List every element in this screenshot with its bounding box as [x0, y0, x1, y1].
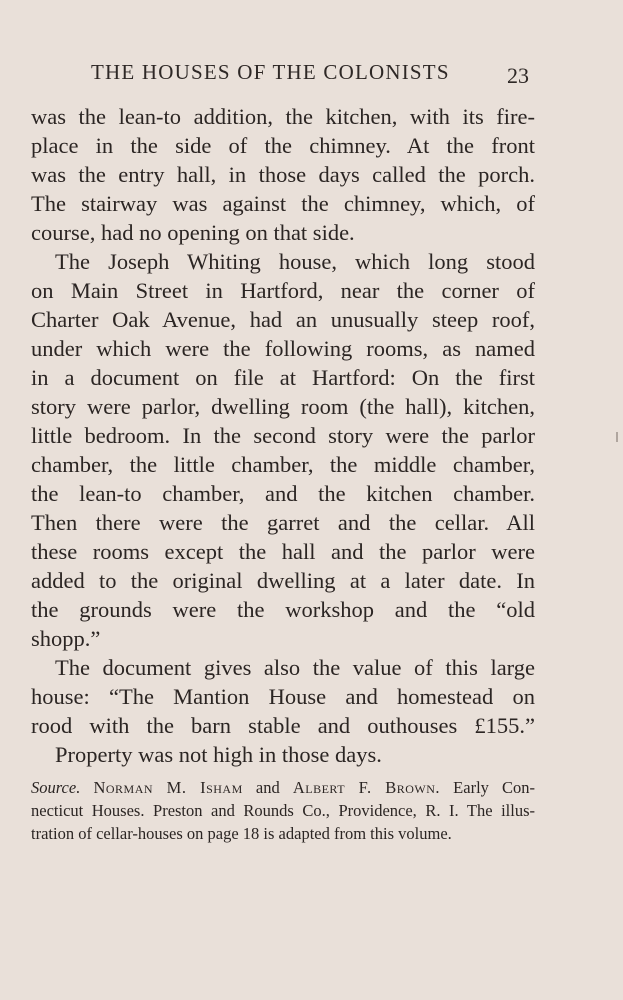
text-line: The Joseph Whiting house, which long stood: [55, 249, 535, 274]
text-line: The document gives also the value of this large: [55, 655, 535, 680]
text-line: was the lean-to addition, the kitchen, with its fire-: [31, 104, 535, 129]
text-line: added to the original dwelling at a later date. In: [31, 568, 535, 593]
text-line: story were parlor, dwelling room (the hall), kitchen,: [31, 394, 535, 419]
text-line: in a document on file at Hartford: On the first: [31, 365, 535, 390]
text-line: Charter Oak Avenue, had an unusually steep roof,: [31, 307, 535, 332]
text-line: Then there were the garret and the cellar. All: [31, 510, 535, 535]
running-title: THE HOUSES OF THE COLONISTS: [91, 60, 450, 84]
text-line: these rooms except the hall and the parlor were: [31, 539, 535, 564]
text-line: little bedroom. In the second story were the parlor: [31, 423, 535, 448]
source-and: and: [255, 778, 280, 797]
text-line: chamber, the little chamber, the middle chamber,: [31, 452, 535, 477]
paper-speck: [616, 432, 618, 442]
source-title-start: Early Con-: [453, 778, 535, 797]
body-text: [31, 102, 535, 769]
text-line: the lean-to chamber, and the kitchen chamber.: [31, 481, 535, 506]
source-author-1: Norman M. Isham: [93, 778, 243, 797]
text-line: Property was not high in those days.: [55, 742, 382, 767]
text-line: course, had no opening on that side.: [31, 220, 355, 245]
text-line: under which were the following rooms, as named: [31, 336, 535, 361]
text-line: was the entry hall, in those days called the porch.: [31, 162, 535, 187]
source-line: necticut Houses. Preston and Rounds Co., Providence, R. I. The illus-: [31, 801, 535, 820]
source-author-2: Albert F. Brown.: [292, 778, 441, 797]
text-line: shopp.”: [31, 626, 101, 651]
text-line: rood with the barn stable and outhouses £155.”: [31, 713, 535, 738]
source-line: tration of cellar-houses on page 18 is adapted from this volume.: [31, 824, 452, 843]
source-line: [31, 776, 535, 799]
source-label: Source.: [31, 778, 81, 797]
page-number: 23: [507, 63, 529, 88]
source-note: [31, 776, 535, 845]
text-line: on Main Street in Hartford, near the corner of: [31, 278, 535, 303]
text-line: house: “The Mantion House and homestead on: [31, 684, 535, 709]
text-line: The stairway was against the chimney, which, of: [31, 191, 535, 216]
text-line: the grounds were the workshop and the “old: [31, 597, 535, 622]
text-line: place in the side of the chimney. At the front: [31, 133, 535, 158]
